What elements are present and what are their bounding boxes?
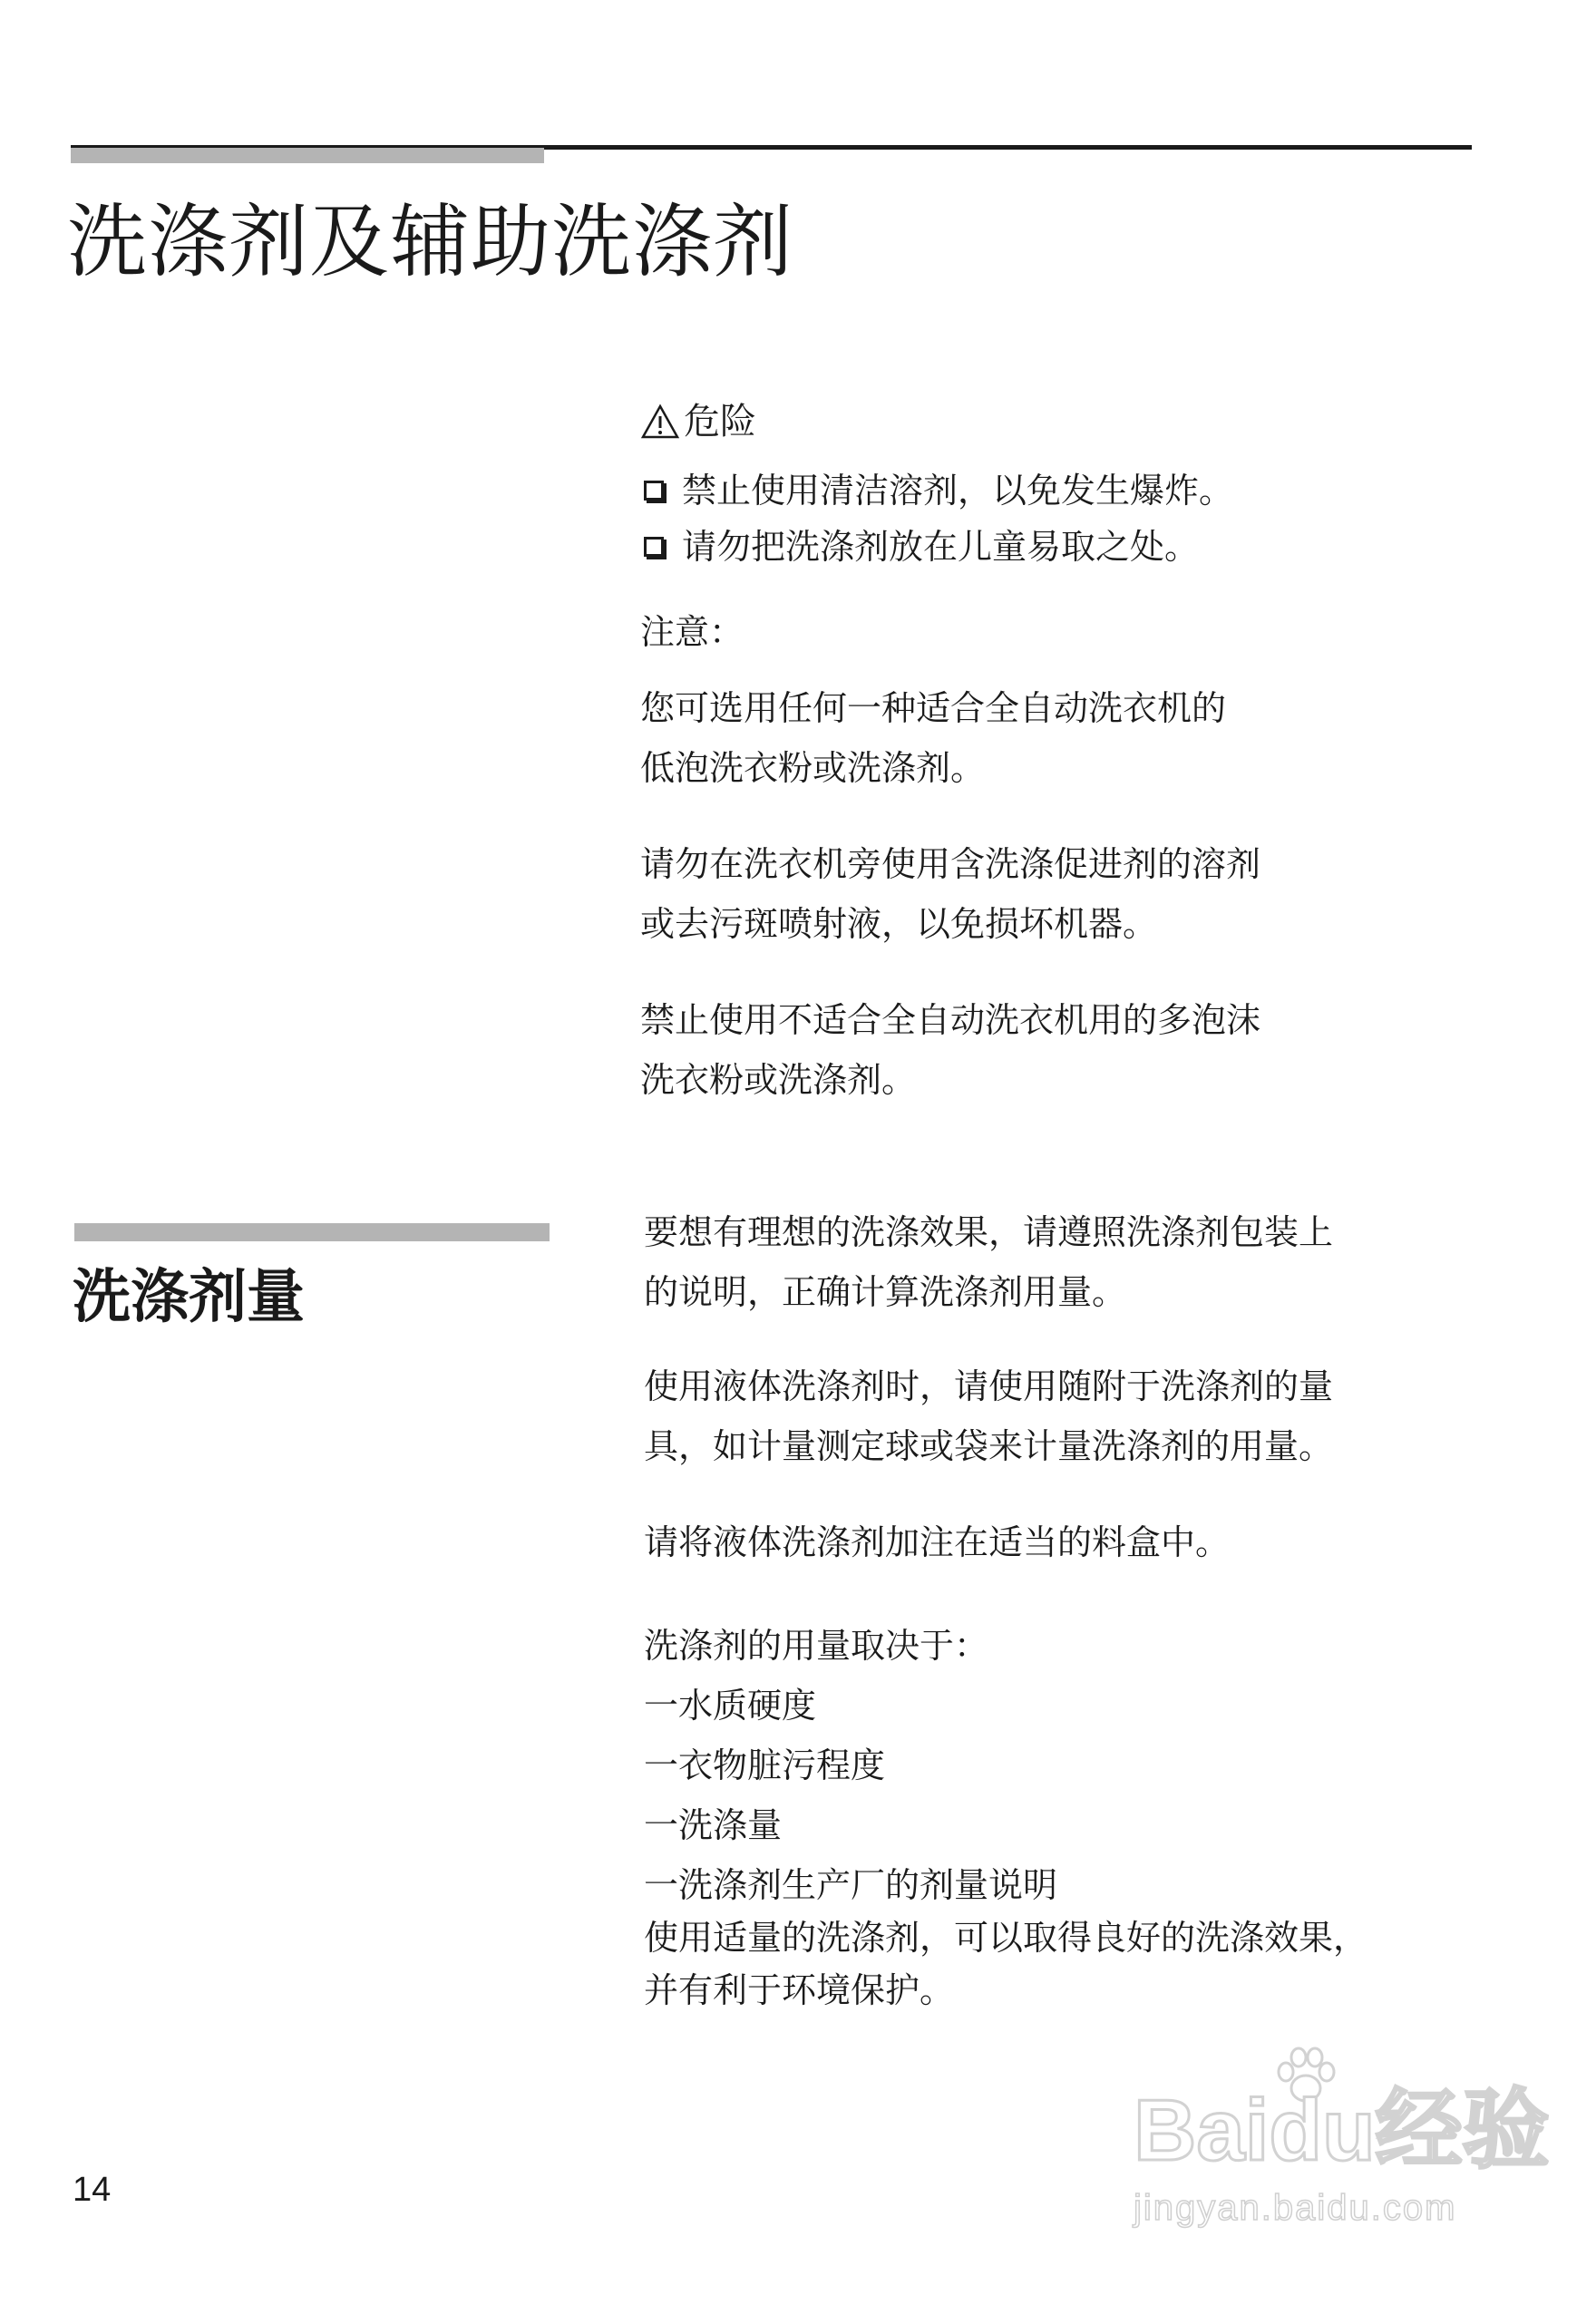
danger-item-text: 禁止使用清洁溶剂，以免发生爆炸。 [682,471,1234,510]
danger-item-text: 请勿把洗涤剂放在儿童易取之处。 [682,527,1200,567]
danger-item [640,524,1456,569]
checkbox-bullet-icon [644,537,664,557]
section-accent-bar [74,1223,550,1241]
page-number: 14 [73,2171,112,2209]
checkbox-bullet-icon [644,481,664,501]
factor-item: 一洗涤剂生产厂的剂量说明 [644,1865,1058,1905]
paragraph-line: 或去污斑喷射液，以免损坏机器。 [640,904,1158,944]
factor-item: 一水质硬度 [644,1686,817,1726]
note-paragraph [640,997,1456,1103]
paragraph-line: 禁止使用不适合全自动洗衣机用的多泡沫 [640,1000,1261,1040]
section-title: 洗涤剂量 [73,1263,305,1331]
paragraph-line: 您可选用任何一种适合全自动洗衣机的 [640,688,1227,728]
note-paragraph [640,841,1456,947]
danger-item [640,468,1456,513]
warning-triangle-icon [640,403,680,440]
watermark-url: jingyan.baidu.com [1134,2188,1457,2228]
closing-line: 使用适量的洗涤剂，可以取得良好的洗涤效果， [644,1918,1368,1958]
factor-item: 一洗涤量 [644,1805,783,1845]
header-accent-bar [71,148,544,163]
paragraph-line: 洗衣粉或洗涤剂。 [640,1060,917,1100]
paragraph-line: 低泡洗衣粉或洗涤剂。 [640,748,986,788]
danger-label: 危险 [684,401,756,442]
factor-item: 一衣物脏污程度 [644,1745,886,1785]
paragraph-line: 具，如计量测定球或袋来计量洗涤剂的用量。 [644,1426,1334,1466]
dosage-paragraph [644,1364,1460,1469]
closing-line: 并有利于环境保护。 [644,1970,955,2010]
note-paragraph [640,685,1456,791]
dosage-paragraph [644,1210,1460,1315]
paragraph-line: 请勿在洗衣机旁使用含洗涤促进剂的溶剂 [640,844,1261,884]
danger-heading [640,399,1456,444]
depends-label: 洗涤剂的用量取决于： [644,1626,989,1666]
paragraph-line: 使用液体洗涤剂时，请使用随附于洗涤剂的量 [644,1366,1334,1406]
page-title: 洗涤剂及辅助洗涤剂 [67,195,794,288]
paragraph-line: 要想有理想的洗涤效果，请遵照洗涤剂包装上 [644,1212,1334,1252]
paragraph-line: 的说明，正确计算洗涤剂用量。 [644,1272,1127,1312]
note-label: 注意： [640,612,744,652]
dosage-paragraph: 请将液体洗涤剂加注在适当的料盒中。 [644,1522,1231,1562]
watermark-logo: Baidu经验 [1134,2082,1550,2179]
